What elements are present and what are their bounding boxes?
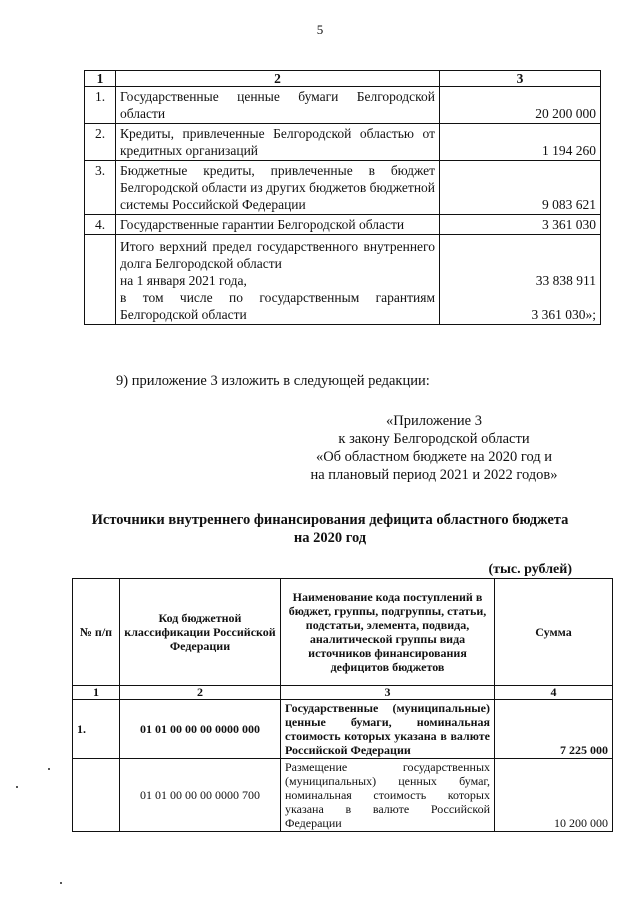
column-number: 1 (85, 71, 116, 87)
appendix-line: к закону Белгородской области (338, 431, 530, 447)
appendix-heading (284, 412, 584, 484)
row-number: 2. (85, 124, 116, 161)
row-number: 1. (73, 700, 120, 759)
row-text: Государственные ценные бумаги Белгородской области (116, 87, 440, 124)
row-text: Бюджетные кредиты, привлеченные в бюджет Белгородской области из других бюджетов бюджетной системы Российской Федерации (116, 161, 440, 215)
page-number: 5 (316, 22, 324, 37)
total-values (440, 235, 601, 325)
column-number: 2 (120, 686, 281, 700)
scan-speck (60, 882, 62, 884)
title-line: на 2020 год (293, 530, 367, 546)
column-number: 2 (116, 71, 440, 87)
appendix-line: на плановый период 2021 и 2022 годов» (310, 467, 558, 483)
row-number (73, 759, 120, 832)
row-value: 3 361 030 (440, 215, 601, 235)
column-number: 3 (440, 71, 601, 87)
table-header-row (73, 579, 613, 686)
row-name: Государственные (муниципальные) ценные бумаги, номинальная стоимость которых указана в валюте Российской Федерации (281, 700, 495, 759)
column-number: 1 (73, 686, 120, 700)
instruction-text: 9) приложение 3 изложить в следующей редакции: (116, 373, 430, 389)
row-number: 3. (85, 161, 116, 215)
table-row (73, 759, 613, 832)
total-date-line: на 1 января 2021 года, (120, 273, 247, 288)
scan-speck (16, 786, 18, 788)
table-row (73, 700, 613, 759)
header-sum: Сумма (495, 579, 613, 686)
row-name: Размещение государственных (муниципальных) ценных бумаг, номинальная стоимость которых указана в валюте Российской Федерации (281, 759, 495, 832)
appendix-line: «Об областном бюджете на 2020 год и (315, 449, 553, 465)
column-numbers-row (73, 686, 613, 700)
total-text-line: Итого верхний предел государственного внутреннего долга Белгородской области (120, 239, 435, 271)
total-text (116, 235, 440, 325)
table-row (85, 161, 601, 215)
row-sum: 7 225 000 (495, 700, 613, 759)
row-text: Кредиты, привлеченные Белгородской областью от кредитных организаций (116, 124, 440, 161)
header-num: № п/п (73, 579, 120, 686)
row-code: 01 01 00 00 00 0000 700 (120, 759, 281, 832)
table-header-row (85, 71, 601, 87)
total-guarantees-line: в том числе по государственным гарантиям Белгородской области (120, 290, 435, 322)
total-value: 33 838 911 (535, 273, 596, 288)
row-value: 20 200 000 (440, 87, 601, 124)
document-title (60, 511, 600, 547)
total-row (85, 235, 601, 325)
header-name: Наименование кода поступлений в бюджет, группы, подгруппы, статьи, подстатьи, элемента, подвида, аналитической группы вида источников финансирования дефицитов бюджетов (281, 579, 495, 686)
row-number: 4. (85, 215, 116, 235)
row-code: 01 01 00 00 00 0000 000 (120, 700, 281, 759)
row-number: 1. (85, 87, 116, 124)
units-label: (тыс. рублей) (488, 562, 572, 577)
financing-sources-table (72, 578, 613, 832)
appendix-line: «Приложение 3 (386, 413, 482, 429)
debt-limit-table (84, 70, 601, 325)
title-line: Источники внутреннего финансирования дефицита областного бюджета (91, 512, 569, 528)
table-row (85, 124, 601, 161)
table-row (85, 87, 601, 124)
row-text: Государственные гарантии Белгородской области (116, 215, 440, 235)
row-sum: 10 200 000 (495, 759, 613, 832)
column-number: 4 (495, 686, 613, 700)
row-value: 1 194 260 (440, 124, 601, 161)
table-row (85, 215, 601, 235)
column-number: 3 (281, 686, 495, 700)
guarantees-value: 3 361 030»; (531, 307, 596, 322)
header-code: Код бюджетной классификации Российской Федерации (120, 579, 281, 686)
scan-speck (48, 768, 50, 770)
row-value: 9 083 621 (440, 161, 601, 215)
